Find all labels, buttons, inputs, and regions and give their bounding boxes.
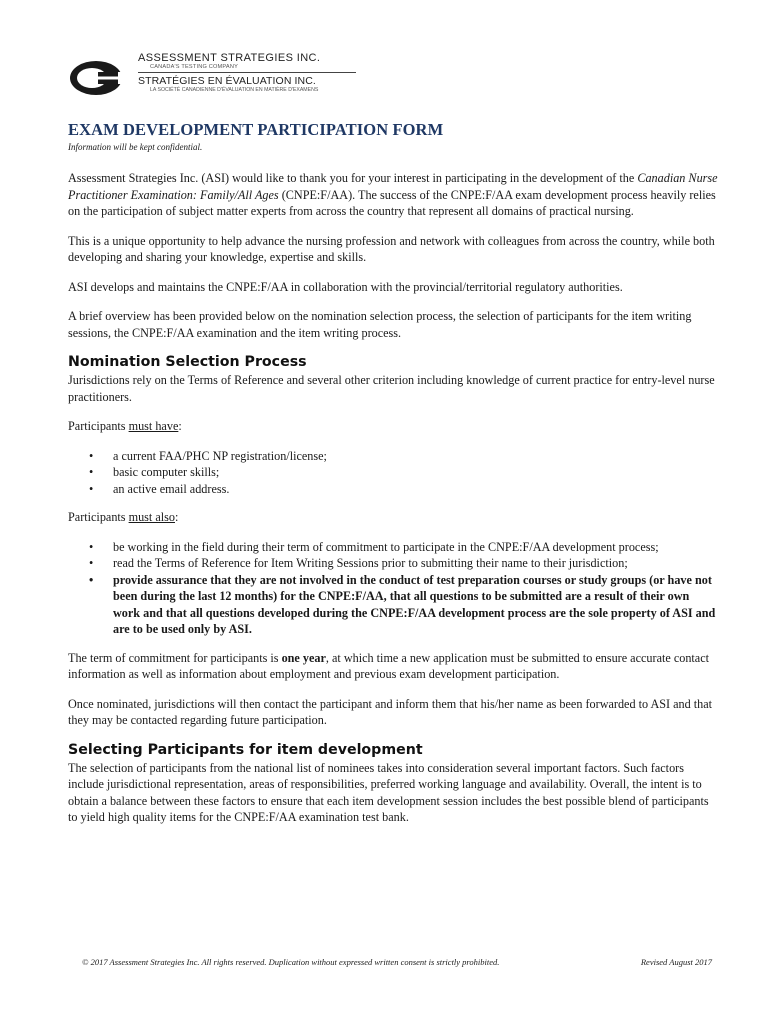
confidential-note: Information will be kept confidential. bbox=[68, 142, 203, 152]
page-title: EXAM DEVELOPMENT PARTICIPATION FORM bbox=[68, 120, 444, 139]
must-also-list bbox=[68, 539, 718, 638]
must-have-label: Participants must have: bbox=[68, 419, 182, 433]
list-item: • basic computer skills; bbox=[89, 465, 220, 479]
document-body bbox=[68, 120, 718, 839]
must-have-list bbox=[68, 448, 718, 498]
logo-company-name-fr: STRATÉGIES EN ÉVALUATION INC. bbox=[138, 75, 316, 87]
logo-tagline-fr: LA SOCIÉTÉ CANADIENNE D'ÉVALUATION EN MATIÈRE D'EXAMENS bbox=[150, 87, 319, 93]
intro-paragraph-3: ASI develops and maintains the CNPE:F/AA in collaboration with the provincial/territorial regulatory authorities. bbox=[68, 279, 623, 294]
revised-date: Revised August 2017 bbox=[640, 957, 712, 967]
section-heading-selecting: Selecting Participants for item development bbox=[68, 741, 423, 758]
list-item: • read the Terms of Reference for Item Writing Sessions prior to submitting their name to their jurisdiction; bbox=[89, 556, 628, 570]
intro-paragraph-1: Assessment Strategies Inc. (ASI) would like to thank you for your interest in participating in the development of the Canadian Nurse Practitioner Examination: Family/All Ages (CNPE:F/AA). The success of the CNPE:F/AA exam development process heavily relies on the participation of subject matter experts from across the country that represent all domains of practical nursing. bbox=[68, 171, 718, 218]
nomination-paragraph: Jurisdictions rely on the Terms of Reference and several other criterion including knowledge of current practice for entry-level nurse practitioners. bbox=[68, 373, 715, 404]
exam-name: Canadian Nurse Practitioner Examination: Family/All Ages bbox=[68, 171, 718, 202]
list-item: • an active email address. bbox=[89, 481, 230, 496]
copyright-text: © 2017 Assessment Strategies Inc. All rights reserved. Duplication without expressed written consent is strictly prohibited. bbox=[82, 957, 500, 967]
logo-company-name: ASSESSMENT STRATEGIES INC. bbox=[138, 52, 321, 64]
intro-paragraph-2: This is a unique opportunity to help advance the nursing profession and network with colleagues from across the country, while both developing and sharing your knowledge, expertise and skills. bbox=[68, 233, 715, 264]
list-item: • a current FAA/PHC NP registration/license; bbox=[89, 448, 327, 463]
list-item: • be working in the field during their term of commitment to participate in the CNPE:F/AA development process; bbox=[89, 539, 659, 554]
list-item: • provide assurance that they are not involved in the conduct of test preparation courses or study groups (or have not been during the last 12 months) for the CNPE:F/AA, that all questions to be submitted are a result of their own work and that all questions developed during the CNPE:F/AA development process are the sole property of ASI and are to be used only by ASI. bbox=[89, 572, 716, 636]
nominated-paragraph: Once nominated, jurisdictions will then contact the participant and inform them that his/her name as been forwarded to ASI and that they may be contacted regarding future participation. bbox=[68, 696, 713, 727]
logo-divider bbox=[138, 72, 356, 73]
selecting-paragraph: The selection of participants from the national list of nominees takes into consideration several important factors. Such factors include jurisdictional representation, areas of responsibilities, preferred working language and availability. Overall, the intent is to obtain a balance between these factors to ensure that each item development session includes the best possible blend of participants to yield high quality items for the CNPE:F/AA examination test bank. bbox=[68, 760, 709, 824]
page-footer bbox=[82, 957, 712, 967]
company-logo bbox=[68, 52, 321, 104]
term-paragraph: The term of commitment for participants is one year, at which time a new application must be submitted to ensure accurate contact information as well as information about employment and previous exam development participation. bbox=[68, 650, 710, 681]
intro-paragraph-4: A brief overview has been provided below on the nomination selection process, the selection of participants for the item writing sessions, the CNPE:F/AA examination and the item writing process. bbox=[68, 309, 692, 340]
section-heading-nomination: Nomination Selection Process bbox=[68, 354, 307, 370]
asi-logo-mark-icon bbox=[68, 58, 124, 98]
must-also-label: Participants must also: bbox=[68, 510, 179, 524]
logo-tagline: CANADA'S TESTING COMPANY bbox=[150, 64, 239, 70]
